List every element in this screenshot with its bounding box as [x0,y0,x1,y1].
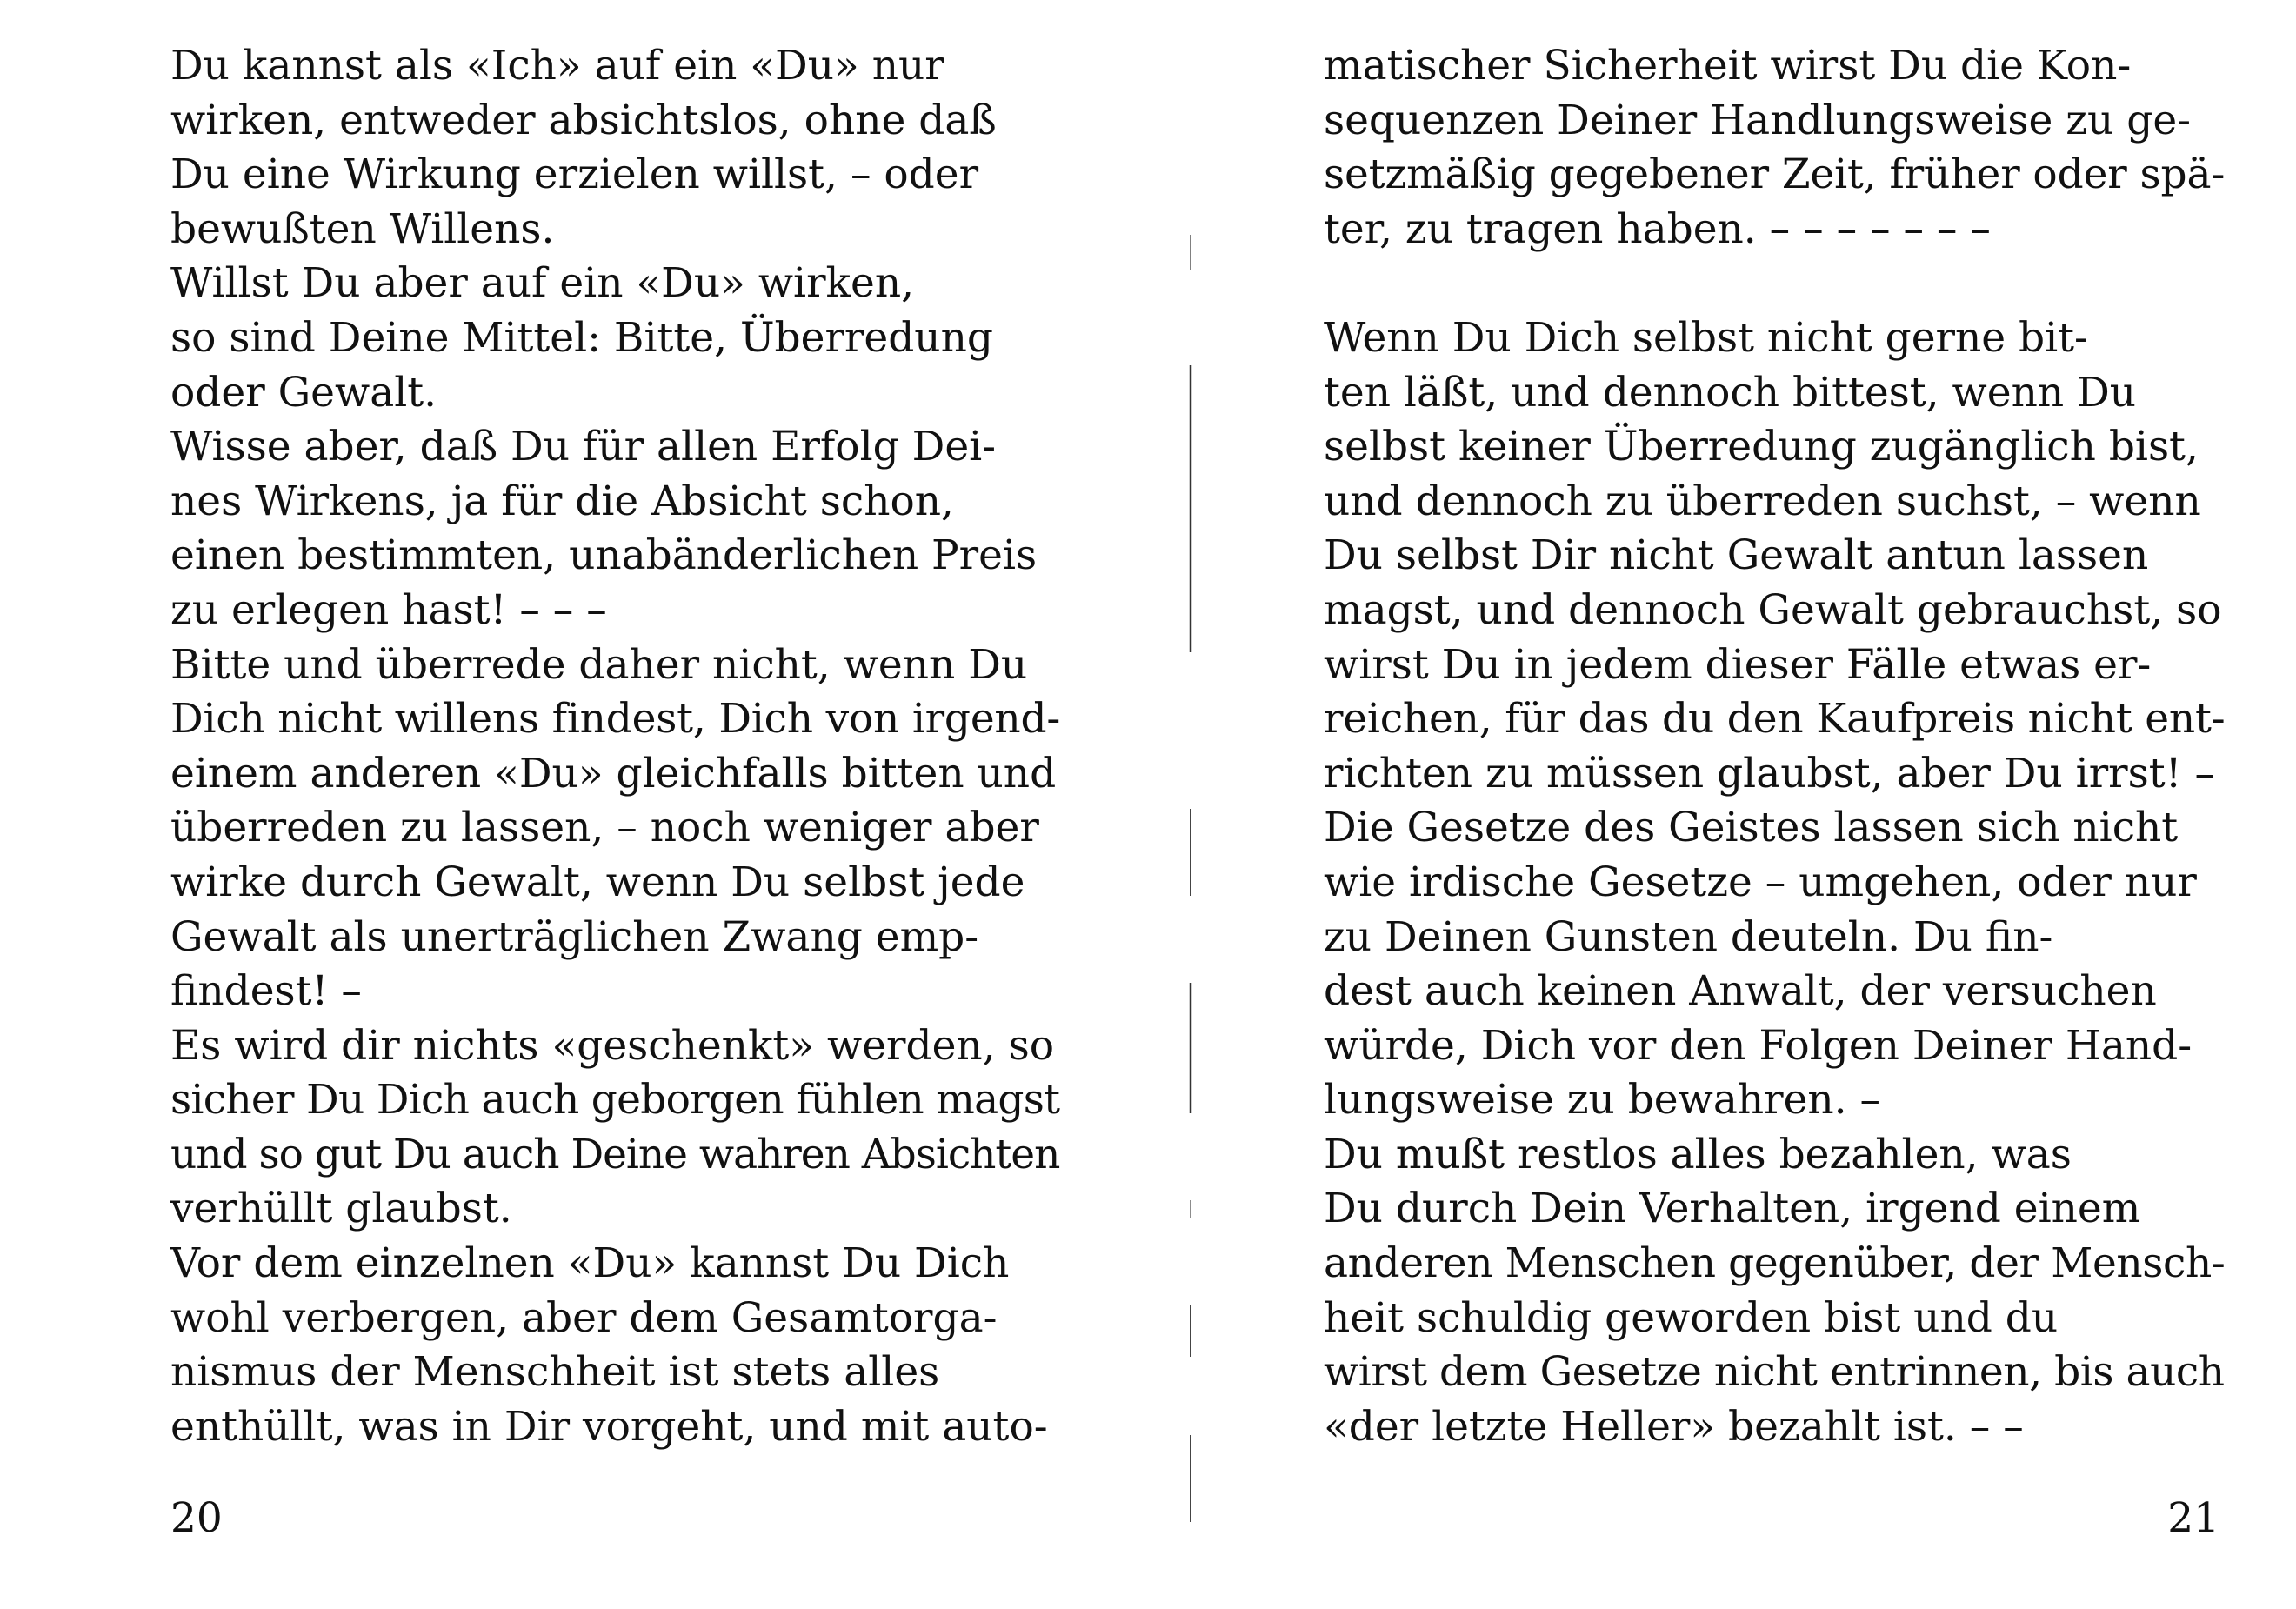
right-page-text [1324,39,2225,1454]
text-line: verhüllt glaubst. [170,1185,512,1233]
left-page-text [170,39,1059,1454]
text-line: wohl verbergen, aber dem Gesamtorga- [170,1293,998,1342]
text-line: oder Gewalt. [170,368,437,417]
text-line: richten zu müssen glaubst, aber Du irrst! – [1324,749,2215,798]
text-line: wirken, entweder absichtslos, ohne daß [170,96,997,144]
text-line: findest! – [170,967,362,1016]
page-number: 20 [170,1494,223,1542]
text-line: bewußten Willens. [170,204,555,253]
text-line: anderen Menschen gegenüber, der Mensch- [1324,1239,2226,1288]
text-line: Es wird dir nichts «geschenkt» werden, so [170,1021,1054,1070]
text-line: Wenn Du Dich selbst nicht gerne bit- [1324,313,2088,362]
text-line: Du eine Wirkung erzielen willst, – oder [170,150,979,199]
text-line: ten läßt, und dennoch bittest, wenn Du [1324,368,2137,417]
text-line: Du durch Dein Verhalten, irgend einem [1324,1185,2141,1233]
text-line: zu Deinen Gunsten deuteln. Du fin- [1324,912,2053,961]
text-line: einen bestimmten, unabänderlichen Preis [170,531,1038,580]
text-line: Gewalt als unerträglichen Zwang emp- [170,912,979,961]
text-line: sequenzen Deiner Handlungsweise zu ge- [1324,96,2192,144]
paragraph-gap [1324,257,2225,311]
text-line: wirst Du in jedem dieser Fälle etwas er- [1324,640,2152,689]
text-line: Du kannst als «Ich» auf ein «Du» nur [170,42,944,90]
text-line: «der letzte Heller» bezahlt ist. – – [1324,1402,2024,1451]
text-line: ter, zu tragen haben. – – – – – – – [1324,204,1991,253]
text-line: setzmäßig gegebener Zeit, früher oder spä- [1324,150,2226,199]
text-line: matischer Sicherheit wirst Du die Kon- [1324,42,2132,90]
text-line: Die Gesetze des Geistes lassen sich nicht [1324,804,2179,852]
right-page [1148,0,2296,1609]
page-number: 21 [2167,1494,2219,1542]
text-line: heit schuldig geworden bist und du [1324,1293,2059,1342]
text-line: enthüllt, was in Dir vorgeht, und mit auto- [170,1402,1048,1451]
text-line: Dich nicht willens findest, Dich von irgend- [170,695,1061,744]
text-line: einem anderen «Du» gleichfalls bitten und [170,749,1057,798]
text-line: Du selbst Dir nicht Gewalt antun lassen [1324,531,2149,580]
text-line: sicher Du Dich auch geborgen fühlen magst [170,1076,1060,1125]
text-line: Wisse aber, daß Du für allen Erfolg Dei- [170,423,997,471]
text-line: überreden zu lassen, – noch weniger aber [170,804,1039,852]
text-line: lungsweise zu bewahren. – [1324,1076,1881,1125]
text-line: selbst keiner Überredung zugänglich bist, [1324,423,2199,471]
text-line: nismus der Menschheit ist stets alles [170,1348,940,1397]
text-line: Vor dem einzelnen «Du» kannst Du Dich [170,1239,1010,1288]
text-line: dest auch keinen Anwalt, der versuchen [1324,967,2157,1016]
text-line: reichen, für das du den Kaufpreis nicht ent- [1324,695,2226,744]
text-line: zu erlegen hast! – – – [170,585,607,634]
text-line: nes Wirkens, ja für die Absicht schon, [170,477,954,525]
text-line: magst, und dennoch Gewalt gebrauchst, so [1324,585,2222,634]
text-line: Bitte und überrede daher nicht, wenn Du [170,640,1028,689]
text-line: Willst Du aber auf ein «Du» wirken, [170,259,915,308]
text-line: wie irdische Gesetze – umgehen, oder nur [1324,858,2197,906]
text-line: so sind Deine Mittel: Bitte, Überredung [170,313,993,362]
text-line: und dennoch zu überreden suchst, – wenn [1324,477,2201,525]
text-line: würde, Dich vor den Folgen Deiner Hand- [1324,1021,2193,1070]
text-line: und so gut Du auch Deine wahren Absichten [170,1130,1060,1178]
text-line: wirst dem Gesetze nicht entrinnen, bis auch [1324,1348,2225,1397]
text-line: wirke durch Gewalt, wenn Du selbst jede [170,858,1025,906]
text-line: Du mußt restlos alles bezahlen, was [1324,1130,2072,1178]
